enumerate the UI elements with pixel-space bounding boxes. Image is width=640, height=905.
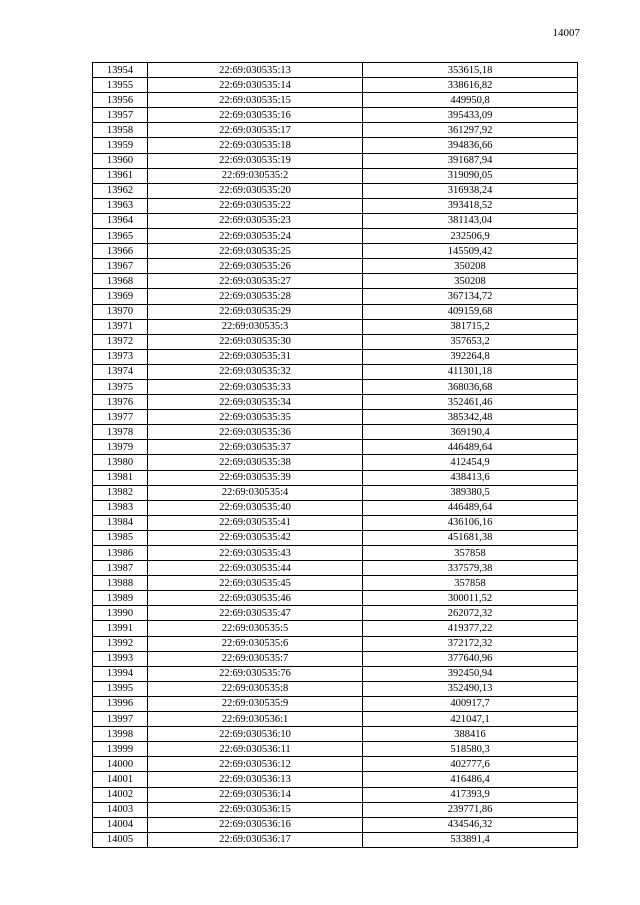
cadastral-number-cell: 22:69:030535:39 <box>148 470 363 485</box>
table-row <box>93 500 578 515</box>
registry-table <box>92 62 578 848</box>
cadastral-value-cell: 361297,92 <box>363 123 578 138</box>
table-row <box>93 787 578 802</box>
cadastral-number-cell: 22:69:030535:9 <box>148 696 363 711</box>
cadastral-number-cell: 22:69:030535:14 <box>148 78 363 93</box>
cadastral-number-cell: 22:69:030535:23 <box>148 213 363 228</box>
table-row <box>93 153 578 168</box>
cadastral-value-cell: 357653,2 <box>363 334 578 349</box>
table-row <box>93 379 578 394</box>
cadastral-number-cell: 22:69:030535:2 <box>148 168 363 183</box>
table-row <box>93 515 578 530</box>
cadastral-value-cell: 338616,82 <box>363 78 578 93</box>
cadastral-number-cell: 22:69:030535:19 <box>148 153 363 168</box>
cadastral-value-cell: 367134,72 <box>363 289 578 304</box>
cadastral-value-cell: 372172,32 <box>363 636 578 651</box>
row-number-cell: 13958 <box>93 123 148 138</box>
page-number: 14007 <box>552 27 580 39</box>
row-number-cell: 14005 <box>93 832 148 847</box>
row-number-cell: 13988 <box>93 576 148 591</box>
row-number-cell: 13990 <box>93 606 148 621</box>
cadastral-value-cell: 392450,94 <box>363 666 578 681</box>
row-number-cell: 13991 <box>93 621 148 636</box>
table-row <box>93 229 578 244</box>
row-number-cell: 13981 <box>93 470 148 485</box>
table-row <box>93 319 578 334</box>
row-number-cell: 13970 <box>93 304 148 319</box>
cadastral-value-cell: 411301,18 <box>363 364 578 379</box>
cadastral-value-cell: 409159,68 <box>363 304 578 319</box>
cadastral-value-cell: 353615,18 <box>363 63 578 78</box>
row-number-cell: 13993 <box>93 651 148 666</box>
cadastral-value-cell: 145509,42 <box>363 244 578 259</box>
cadastral-number-cell: 22:69:030535:33 <box>148 379 363 394</box>
table-row <box>93 138 578 153</box>
row-number-cell: 14002 <box>93 787 148 802</box>
table-row <box>93 606 578 621</box>
table-row <box>93 410 578 425</box>
table-row <box>93 591 578 606</box>
cadastral-value-cell: 357858 <box>363 576 578 591</box>
cadastral-number-cell: 22:69:030535:31 <box>148 349 363 364</box>
cadastral-number-cell: 22:69:030535:38 <box>148 455 363 470</box>
cadastral-number-cell: 22:69:030535:20 <box>148 183 363 198</box>
table-row <box>93 546 578 561</box>
cadastral-value-cell: 262072,32 <box>363 606 578 621</box>
cadastral-number-cell: 22:69:030536:12 <box>148 757 363 772</box>
row-number-cell: 13963 <box>93 198 148 213</box>
cadastral-value-cell: 394836,66 <box>363 138 578 153</box>
row-number-cell: 13965 <box>93 229 148 244</box>
table-row <box>93 817 578 832</box>
cadastral-number-cell: 22:69:030535:8 <box>148 681 363 696</box>
row-number-cell: 13973 <box>93 349 148 364</box>
row-number-cell: 13977 <box>93 410 148 425</box>
cadastral-number-cell: 22:69:030535:15 <box>148 93 363 108</box>
cadastral-value-cell: 446489,64 <box>363 500 578 515</box>
row-number-cell: 13974 <box>93 364 148 379</box>
row-number-cell: 13964 <box>93 213 148 228</box>
cadastral-number-cell: 22:69:030535:36 <box>148 425 363 440</box>
cadastral-value-cell: 395433,09 <box>363 108 578 123</box>
cadastral-number-cell: 22:69:030535:5 <box>148 621 363 636</box>
row-number-cell: 13978 <box>93 425 148 440</box>
cadastral-number-cell: 22:69:030536:1 <box>148 712 363 727</box>
cadastral-number-cell: 22:69:030535:16 <box>148 108 363 123</box>
cadastral-number-cell: 22:69:030535:22 <box>148 198 363 213</box>
table-row <box>93 712 578 727</box>
cadastral-number-cell: 22:69:030535:43 <box>148 546 363 561</box>
cadastral-value-cell: 350208 <box>363 259 578 274</box>
row-number-cell: 13954 <box>93 63 148 78</box>
row-number-cell: 13972 <box>93 334 148 349</box>
table-row <box>93 168 578 183</box>
table-row <box>93 334 578 349</box>
row-number-cell: 13960 <box>93 153 148 168</box>
table-row <box>93 757 578 772</box>
row-number-cell: 13994 <box>93 666 148 681</box>
table-row <box>93 304 578 319</box>
cadastral-value-cell: 388416 <box>363 727 578 742</box>
table-row <box>93 530 578 545</box>
row-number-cell: 13966 <box>93 244 148 259</box>
row-number-cell: 13995 <box>93 681 148 696</box>
cadastral-value-cell: 239771,86 <box>363 802 578 817</box>
cadastral-number-cell: 22:69:030536:11 <box>148 742 363 757</box>
cadastral-number-cell: 22:69:030535:44 <box>148 561 363 576</box>
cadastral-number-cell: 22:69:030535:34 <box>148 395 363 410</box>
cadastral-value-cell: 232506,9 <box>363 229 578 244</box>
cadastral-value-cell: 389380,5 <box>363 485 578 500</box>
row-number-cell: 13961 <box>93 168 148 183</box>
row-number-cell: 14004 <box>93 817 148 832</box>
table-row <box>93 576 578 591</box>
cadastral-number-cell: 22:69:030535:42 <box>148 530 363 545</box>
cadastral-value-cell: 434546,32 <box>363 817 578 832</box>
table-row <box>93 666 578 681</box>
cadastral-number-cell: 22:69:030535:7 <box>148 651 363 666</box>
table-row <box>93 244 578 259</box>
cadastral-value-cell: 350208 <box>363 274 578 289</box>
table-row <box>93 395 578 410</box>
row-number-cell: 13998 <box>93 727 148 742</box>
table-row <box>93 108 578 123</box>
table-row <box>93 485 578 500</box>
cadastral-number-cell: 22:69:030535:26 <box>148 259 363 274</box>
cadastral-number-cell: 22:69:030536:14 <box>148 787 363 802</box>
cadastral-number-cell: 22:69:030536:17 <box>148 832 363 847</box>
cadastral-number-cell: 22:69:030535:4 <box>148 485 363 500</box>
cadastral-value-cell: 316938,24 <box>363 183 578 198</box>
cadastral-number-cell: 22:69:030535:27 <box>148 274 363 289</box>
cadastral-value-cell: 357858 <box>363 546 578 561</box>
cadastral-number-cell: 22:69:030536:13 <box>148 772 363 787</box>
cadastral-value-cell: 533891,4 <box>363 832 578 847</box>
cadastral-value-cell: 402777,6 <box>363 757 578 772</box>
cadastral-value-cell: 451681,38 <box>363 530 578 545</box>
cadastral-number-cell: 22:69:030535:35 <box>148 410 363 425</box>
cadastral-number-cell: 22:69:030535:40 <box>148 500 363 515</box>
cadastral-value-cell: 337579,38 <box>363 561 578 576</box>
table-row <box>93 63 578 78</box>
row-number-cell: 13984 <box>93 515 148 530</box>
row-number-cell: 13989 <box>93 591 148 606</box>
cadastral-number-cell: 22:69:030535:25 <box>148 244 363 259</box>
row-number-cell: 13976 <box>93 395 148 410</box>
table-row <box>93 621 578 636</box>
cadastral-value-cell: 352461,46 <box>363 395 578 410</box>
table-row <box>93 470 578 485</box>
cadastral-number-cell: 22:69:030535:6 <box>148 636 363 651</box>
table-row <box>93 832 578 847</box>
cadastral-value-cell: 436106,16 <box>363 515 578 530</box>
cadastral-number-cell: 22:69:030535:3 <box>148 319 363 334</box>
row-number-cell: 13971 <box>93 319 148 334</box>
cadastral-number-cell: 22:69:030535:17 <box>148 123 363 138</box>
table-row <box>93 772 578 787</box>
cadastral-value-cell: 449950,8 <box>363 93 578 108</box>
row-number-cell: 13987 <box>93 561 148 576</box>
row-number-cell: 13957 <box>93 108 148 123</box>
cadastral-value-cell: 417393,9 <box>363 787 578 802</box>
cadastral-value-cell: 391687,94 <box>363 153 578 168</box>
row-number-cell: 13999 <box>93 742 148 757</box>
row-number-cell: 14001 <box>93 772 148 787</box>
cadastral-number-cell: 22:69:030535:29 <box>148 304 363 319</box>
cadastral-value-cell: 421047,1 <box>363 712 578 727</box>
cadastral-value-cell: 368036,68 <box>363 379 578 394</box>
cadastral-value-cell: 300011,52 <box>363 591 578 606</box>
row-number-cell: 13986 <box>93 546 148 561</box>
cadastral-number-cell: 22:69:030535:47 <box>148 606 363 621</box>
table-row <box>93 425 578 440</box>
table-row <box>93 289 578 304</box>
table-row <box>93 440 578 455</box>
table-row <box>93 198 578 213</box>
row-number-cell: 13967 <box>93 259 148 274</box>
table-row <box>93 636 578 651</box>
cadastral-number-cell: 22:69:030535:30 <box>148 334 363 349</box>
table-row <box>93 727 578 742</box>
cadastral-value-cell: 385342,48 <box>363 410 578 425</box>
cadastral-value-cell: 393418,52 <box>363 198 578 213</box>
cadastral-value-cell: 319090,05 <box>363 168 578 183</box>
row-number-cell: 13992 <box>93 636 148 651</box>
table-row <box>93 183 578 198</box>
row-number-cell: 13985 <box>93 530 148 545</box>
row-number-cell: 13983 <box>93 500 148 515</box>
table-row <box>93 802 578 817</box>
cadastral-value-cell: 416486,4 <box>363 772 578 787</box>
cadastral-value-cell: 381715,2 <box>363 319 578 334</box>
cadastral-value-cell: 369190,4 <box>363 425 578 440</box>
row-number-cell: 14000 <box>93 757 148 772</box>
table-row <box>93 696 578 711</box>
cadastral-value-cell: 412454,9 <box>363 455 578 470</box>
cadastral-number-cell: 22:69:030535:28 <box>148 289 363 304</box>
cadastral-value-cell: 381143,04 <box>363 213 578 228</box>
cadastral-number-cell: 22:69:030535:24 <box>148 229 363 244</box>
row-number-cell: 13956 <box>93 93 148 108</box>
table-row <box>93 259 578 274</box>
cadastral-value-cell: 438413,6 <box>363 470 578 485</box>
row-number-cell: 13997 <box>93 712 148 727</box>
table-row <box>93 274 578 289</box>
cadastral-number-cell: 22:69:030535:32 <box>148 364 363 379</box>
row-number-cell: 13969 <box>93 289 148 304</box>
cadastral-number-cell: 22:69:030535:41 <box>148 515 363 530</box>
cadastral-number-cell: 22:69:030536:16 <box>148 817 363 832</box>
table-row <box>93 561 578 576</box>
table-row <box>93 93 578 108</box>
cadastral-value-cell: 392264,8 <box>363 349 578 364</box>
table-row <box>93 349 578 364</box>
table-row <box>93 681 578 696</box>
cadastral-value-cell: 518580,3 <box>363 742 578 757</box>
table-row <box>93 455 578 470</box>
row-number-cell: 14003 <box>93 802 148 817</box>
cadastral-number-cell: 22:69:030535:46 <box>148 591 363 606</box>
cadastral-number-cell: 22:69:030535:18 <box>148 138 363 153</box>
cadastral-value-cell: 419377,22 <box>363 621 578 636</box>
row-number-cell: 13955 <box>93 78 148 93</box>
row-number-cell: 13968 <box>93 274 148 289</box>
cadastral-number-cell: 22:69:030536:10 <box>148 727 363 742</box>
cadastral-number-cell: 22:69:030536:15 <box>148 802 363 817</box>
row-number-cell: 13982 <box>93 485 148 500</box>
cadastral-value-cell: 400917,7 <box>363 696 578 711</box>
table-row <box>93 742 578 757</box>
cadastral-number-cell: 22:69:030535:37 <box>148 440 363 455</box>
cadastral-value-cell: 446489,64 <box>363 440 578 455</box>
row-number-cell: 13996 <box>93 696 148 711</box>
cadastral-number-cell: 22:69:030535:76 <box>148 666 363 681</box>
row-number-cell: 13975 <box>93 379 148 394</box>
cadastral-number-cell: 22:69:030535:45 <box>148 576 363 591</box>
row-number-cell: 13959 <box>93 138 148 153</box>
table-row <box>93 78 578 93</box>
table-row <box>93 213 578 228</box>
cadastral-value-cell: 377640,96 <box>363 651 578 666</box>
table-row <box>93 364 578 379</box>
row-number-cell: 13979 <box>93 440 148 455</box>
row-number-cell: 13962 <box>93 183 148 198</box>
cadastral-value-cell: 352490,13 <box>363 681 578 696</box>
cadastral-number-cell: 22:69:030535:13 <box>148 63 363 78</box>
table-row <box>93 651 578 666</box>
row-number-cell: 13980 <box>93 455 148 470</box>
table-row <box>93 123 578 138</box>
registry-table-body <box>93 63 578 848</box>
